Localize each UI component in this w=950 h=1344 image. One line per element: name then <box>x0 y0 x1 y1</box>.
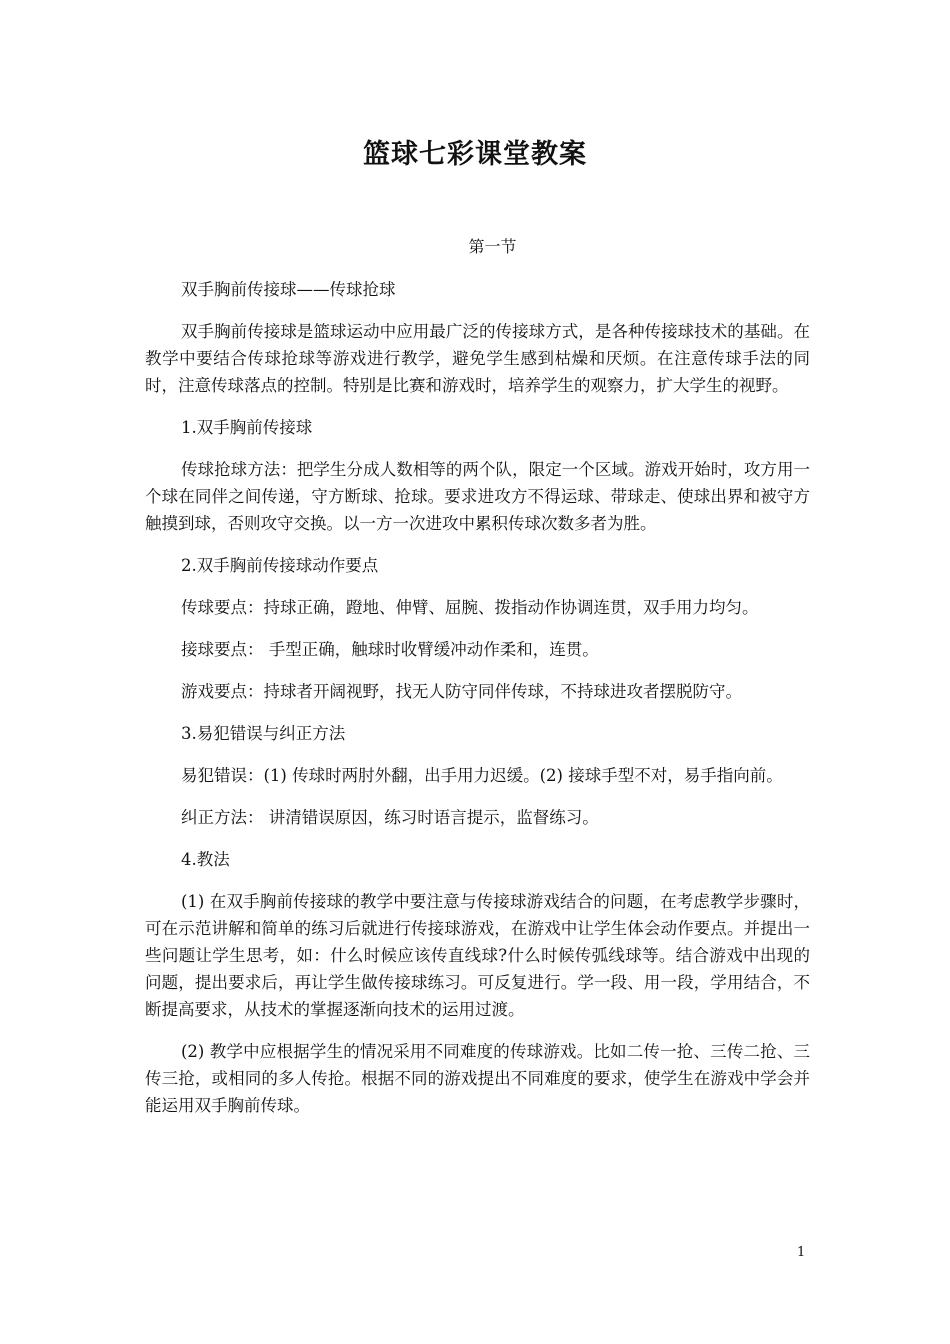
page-number: 1 <box>797 1245 806 1260</box>
heading-3: 3.易犯错误与纠正方法 <box>181 724 346 743</box>
teaching-method-2: (2) 教学中应根据学生的情况采用不同难度的传球游戏。比如二传一抢、三传二抢、三传三抢，或相同的多人传抢。根据不同的游戏提出不同难度的要求，使学生在游戏中学会并能运用双手胸前传球。 <box>145 1042 810 1115</box>
intro-paragraph: 双手胸前传接球是篮球运动中应用最广泛的传接球方式，是各种传接球技术的基础。在教学中要结合传球抢球等游戏进行教学，避免学生感到枯燥和厌烦。在注意传球手法的同时，注意传球落点的控制。特别是比赛和游戏时，培养学生的观察力，扩大学生的视野。 <box>145 322 810 395</box>
heading-1: 1.双手胸前传接球 <box>181 418 313 437</box>
passing-points: 传球要点：持球正确，蹬地、伸臂、屈腕、拨指动作协调连贯，双手用力均匀。 <box>181 598 759 617</box>
lesson-subtitle: 双手胸前传接球——传球抢球 <box>181 280 396 299</box>
game-points: 游戏要点：持球者开阔视野，找无人防守同伴传球，不持球进攻者摆脱防守。 <box>181 682 742 701</box>
correction-methods: 纠正方法： 讲清错误原因，练习时语言提示，监督练习。 <box>181 808 599 827</box>
heading-4: 4.教法 <box>181 850 230 869</box>
method-paragraph: 传球抢球方法：把学生分成人数相等的两个队，限定一个区域。游戏开始时，攻方用一个球在同伴之间传递，守方断球、抢球。要求进攻方不得运球、带球走、使球出界和被守方触摸到球，否则攻守交换。以一方一次进攻中累积传球次数多者为胜。 <box>145 460 810 533</box>
document-title: 篮球七彩课堂教案 <box>363 139 587 170</box>
document-body <box>145 276 810 1134</box>
catching-points: 接球要点： 手型正确，触球时收臂缓冲动作柔和，连贯。 <box>181 640 599 659</box>
heading-2: 2.双手胸前传接球动作要点 <box>181 556 379 575</box>
section-heading: 第一节 <box>468 237 517 256</box>
common-errors: 易犯错误：(1) 传球时两肘外翻，出手用力迟缓。(2) 接球手型不对，易手指向前。 <box>181 766 783 785</box>
teaching-method-1: (1) 在双手胸前传接球的教学中要注意与传接球游戏结合的问题，在考虑教学步骤时，可在示范讲解和简单的练习后就进行传接球游戏，在游戏中让学生体会动作要点。并提出一些问题让学生思考，如：什么时候应该传直线球?什么时候传弧线球等。结合游戏中出现的问题，提出要求后，再让学生做传接球练习。可反复进行。学一段、用一段，学用结合，不断提高要求，从技术的掌握逐渐向技术的运用过渡。 <box>145 892 810 1019</box>
